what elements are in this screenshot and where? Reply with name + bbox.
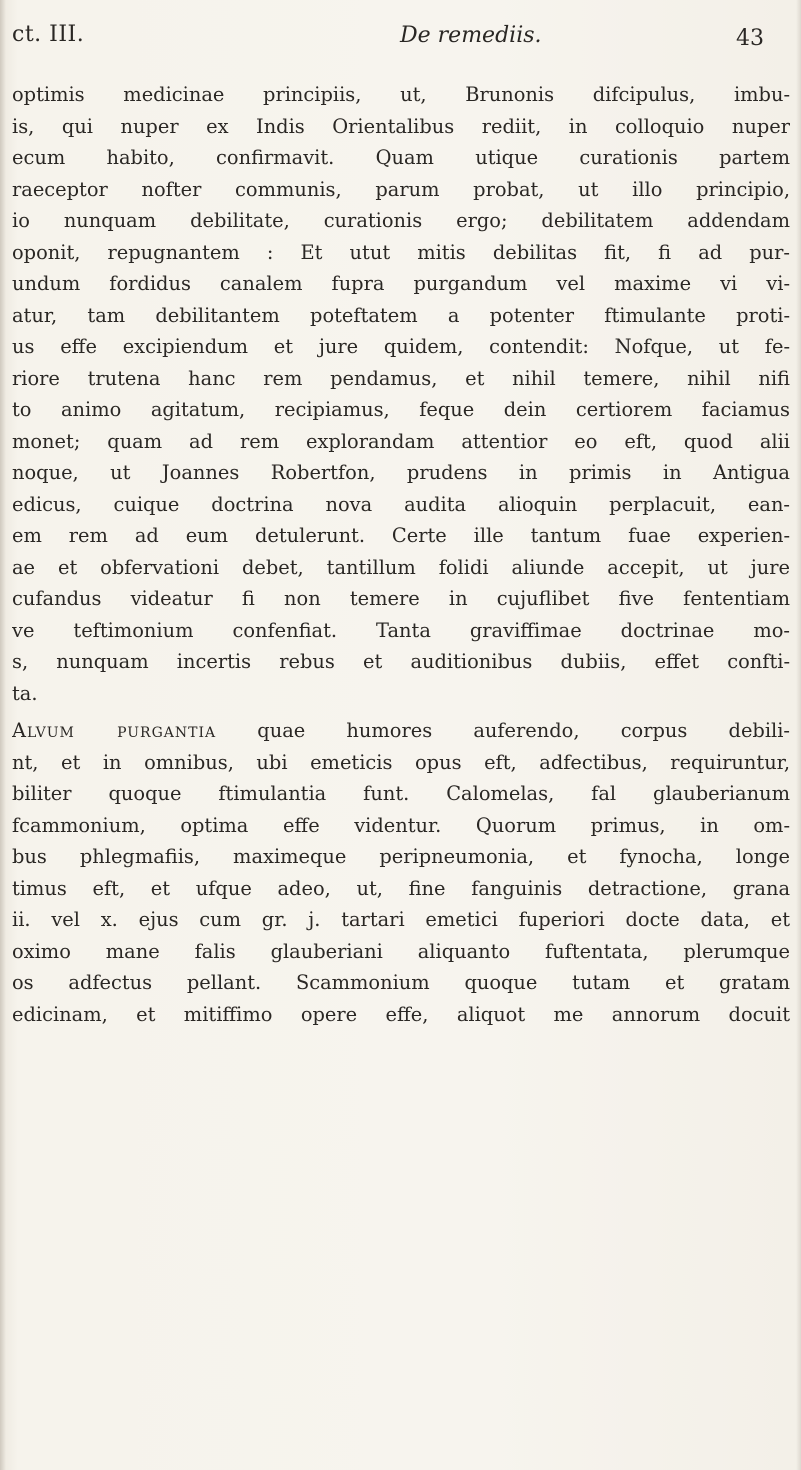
- text-line: atur, tam debilitantem poteftatem a potenter ftimulante proti-: [12, 303, 790, 327]
- text-line: undum fordidus canalem fupra purgandum vel maxime vi vi-: [12, 272, 790, 295]
- gutter-shadow: [0, 0, 6, 1470]
- body-text: [12, 79, 790, 1030]
- text-line: timus eft, et ufque adeo, ut, fine fanguinis detractione, grana: [12, 876, 790, 900]
- text-line: bus phlegmafiis, maximeque peripneumonia, et fynocha, longe: [12, 845, 790, 868]
- first-line-rest: quae humores auferendo, corpus debili-: [216, 719, 790, 742]
- paragraph-2: [12, 715, 790, 1030]
- text-line: optimis medicinae principiis, ut, Brunonis difcipulus, imbu-: [12, 83, 790, 106]
- text-line: cufandus videatur fi non temere in cujuflibet five fententiam: [12, 587, 790, 610]
- text-line: fcammonium, optima effe videntur. Quorum primus, in om-: [12, 813, 790, 837]
- text-line: s, nunquam incertis rebus et auditionibus dubiis, effet confti-: [12, 650, 790, 673]
- page-number: 43: [736, 26, 764, 51]
- running-header: [0, 20, 801, 60]
- running-title: De remediis.: [400, 23, 542, 48]
- text-line: ecum habito, confirmavit. Quam utique curationis partem: [12, 146, 790, 169]
- paragraph-2-first-line: [12, 715, 790, 747]
- text-line: os adfectus pellant. Scammonium quoque tutam et gratam: [12, 971, 790, 994]
- paragraph-1: [12, 79, 790, 709]
- text-line: ve teftimonium confenfiat. Tanta graviffimae doctrinae mo-: [12, 618, 790, 642]
- text-line: raeceptor nofter communis, parum probat, ut illo principio,: [12, 177, 790, 201]
- text-line: ae et obfervationi debet, tantillum folidi aliunde accepit, ut jure: [12, 555, 790, 579]
- page-edge-shadow: [796, 0, 801, 1470]
- text-line: ta.: [12, 681, 38, 705]
- text-line: io nunquam debilitate, curationis ergo; debilitatem addendam: [12, 209, 790, 232]
- text-line: oximo mane falis glauberiani aliquanto fuftentata, plerumque: [12, 939, 790, 963]
- text-line: monet; quam ad rem explorandam attentior eo eft, quod alii: [12, 429, 790, 453]
- text-line: biliter quoque ftimulantia funt. Calomelas, fal glauberianum: [12, 782, 790, 805]
- text-line: em rem ad eum detulerunt. Certe ille tantum fuae experien-: [12, 524, 790, 547]
- text-line: noque, ut Joannes Robertfon, prudens in primis in Antigua: [12, 461, 790, 484]
- text-line: us effe excipiendum et jure quidem, contendit: Nofque, ut fe-: [12, 335, 790, 358]
- text-line: oponit, repugnantem : Et utut mitis debilitas fit, fi ad pur-: [12, 240, 790, 264]
- text-line: edicus, cuique doctrina nova audita alioquin perplacuit, ean-: [12, 492, 790, 516]
- text-line: riore trutena hanc rem pendamus, et nihil temere, nihil nifi: [12, 366, 790, 390]
- text-line: is, qui nuper ex Indis Orientalibus rediit, in colloquio nuper: [12, 114, 790, 138]
- text-line: edicinam, et mitiffimo opere effe, aliquot me annorum docuit: [12, 1002, 790, 1026]
- text-line: ii. vel x. ejus cum gr. j. tartari emetici fuperiori docte data, et: [12, 908, 790, 931]
- section-label: ct. III.: [12, 22, 85, 47]
- text-line: to animo agitatum, recipiamus, feque dein certiorem faciamus: [12, 398, 790, 421]
- text-line: nt, et in omnibus, ubi emeticis opus eft, adfectibus, requiruntur,: [12, 750, 790, 774]
- paragraph-lead: Alvum purgantia: [12, 719, 217, 742]
